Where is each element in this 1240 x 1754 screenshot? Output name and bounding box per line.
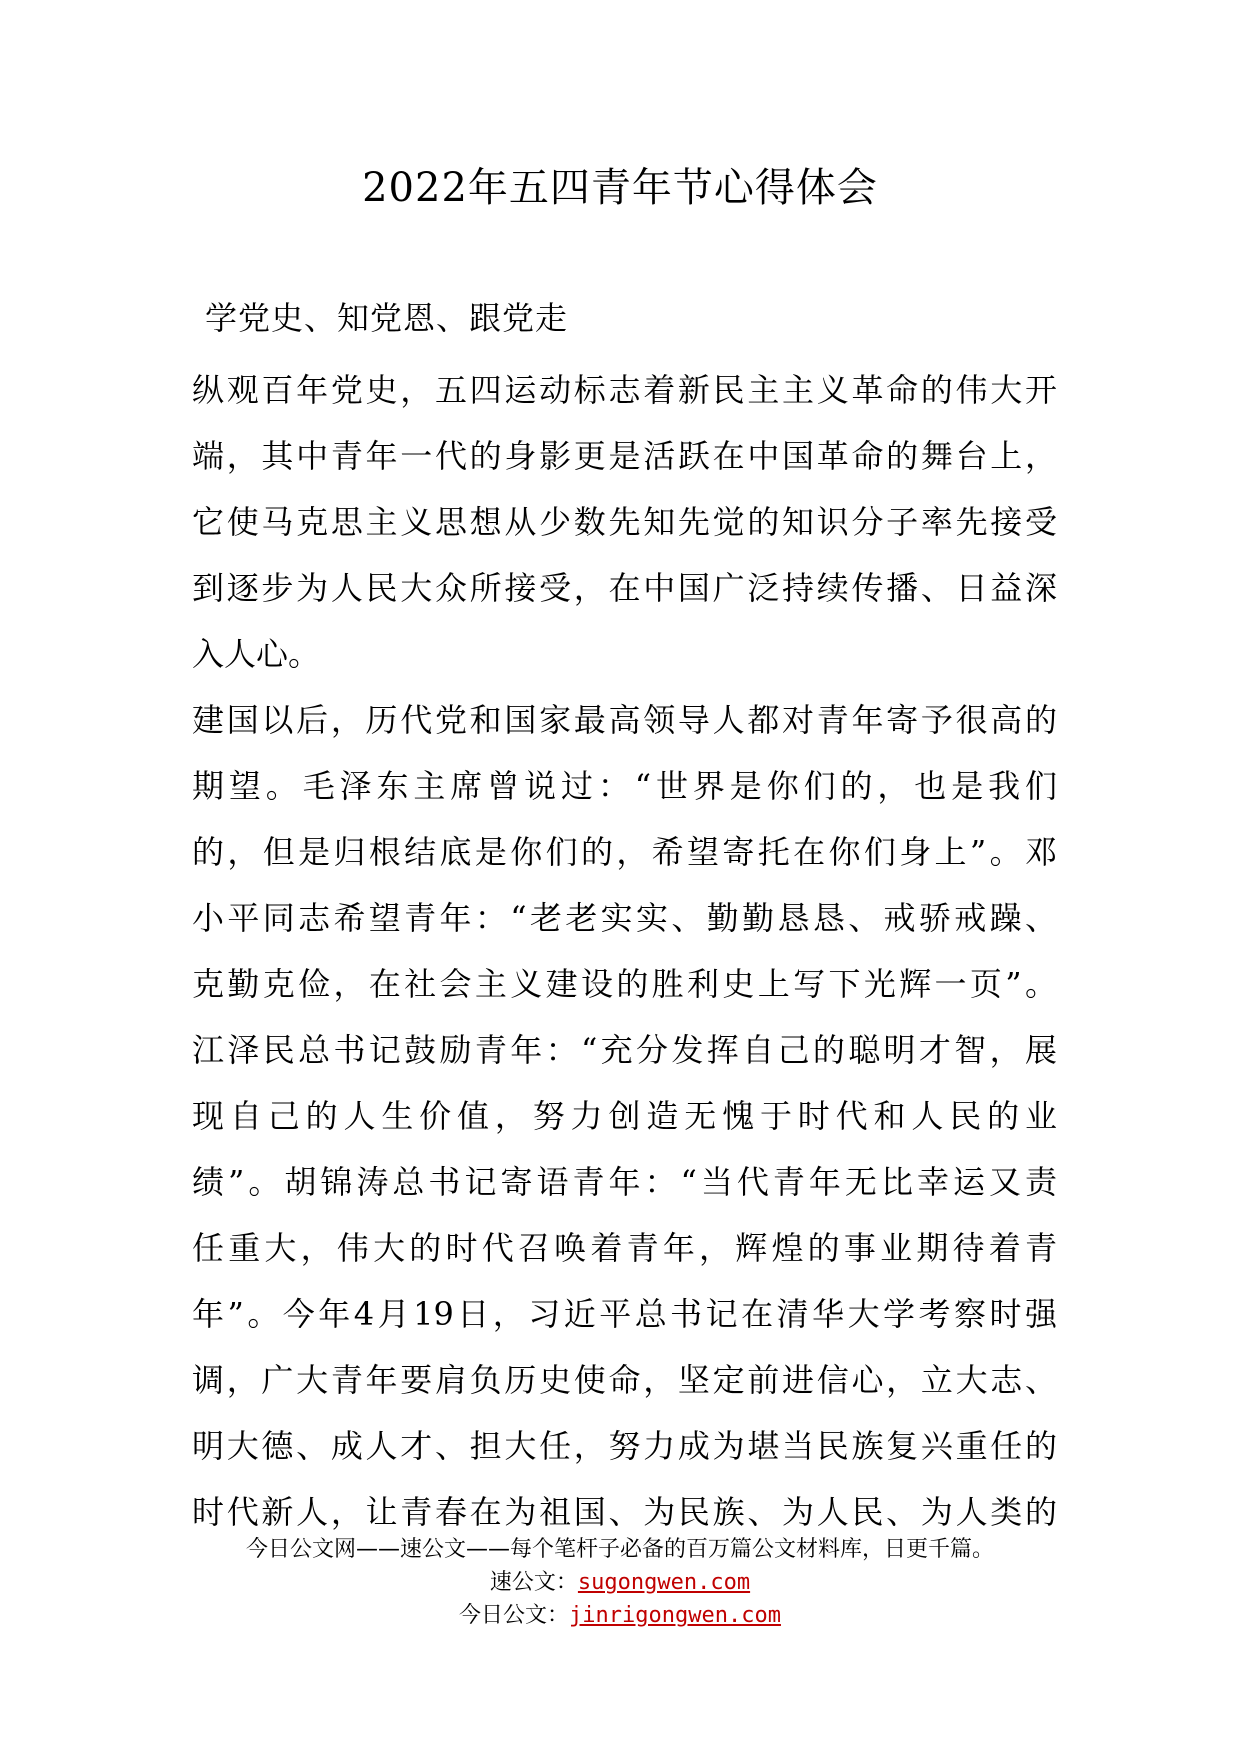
document-subtitle: 学党史、知党恩、跟党走 — [205, 299, 569, 337]
body-line: 任重大，伟大的时代召唤着青年，辉煌的事业期待着青 — [192, 1229, 1057, 1267]
footer-link-row-2 — [0, 1599, 1240, 1632]
page-footer — [0, 1533, 1240, 1632]
body-line: 纵观百年党史，五四运动标志着新民主主义革命的伟大开 — [192, 371, 1057, 409]
body-line: 的，但是归根结底是你们的，希望寄托在你们身上”。邓 — [192, 833, 1057, 871]
body-line: 建国以后，历代党和国家最高领导人都对青年寄予很高的 — [192, 701, 1057, 739]
body-line: 小平同志希望青年：“老老实实、勤勤恳恳、戒骄戒躁、 — [192, 899, 1057, 937]
body-line: 年”。今年4月19日，习近平总书记在清华大学考察时强 — [192, 1295, 1057, 1333]
document-title: 2022年五四青年节心得体会 — [362, 165, 878, 211]
footer-link-row-1 — [0, 1566, 1240, 1599]
body-line: 调，广大青年要肩负历史使命，坚定前进信心，立大志、 — [192, 1361, 1057, 1399]
sugongwen-link[interactable]: sugongwen.com — [577, 1570, 751, 1595]
footer-link-2-label: 今日公文： — [459, 1603, 570, 1628]
body-line: 明大德、成人才、担大任，努力成为堪当民族复兴重任的 — [192, 1427, 1057, 1465]
footer-link-1-label: 速公文： — [489, 1570, 578, 1595]
document-body — [192, 357, 1057, 1545]
body-line: 时代新人，让青春在为祖国、为民族、为人民、为人类的 — [192, 1493, 1057, 1531]
body-line: 它使马克思主义思想从少数先知先觉的知识分子率先接受 — [192, 503, 1057, 541]
jinrigongwen-link[interactable]: jinrigongwen.com — [569, 1603, 781, 1628]
footer-tagline: 今日公文网——速公文——每个笔杆子必备的百万篇公文材料库，日更千篇。 — [245, 1537, 994, 1562]
body-line: 现自己的人生价值，努力创造无愧于时代和人民的业 — [192, 1097, 1057, 1135]
body-line: 期望。毛泽东主席曾说过：“世界是你们的，也是我们 — [192, 767, 1057, 805]
body-line: 绩”。胡锦涛总书记寄语青年：“当代青年无比幸运又责 — [192, 1163, 1057, 1201]
body-line: 到逐步为人民大众所接受，在中国广泛持续传播、日益深 — [192, 569, 1057, 607]
body-line: 江泽民总书记鼓励青年：“充分发挥自己的聪明才智，展 — [192, 1031, 1057, 1069]
body-line: 克勤克俭，在社会主义建设的胜利史上写下光辉一页”。 — [192, 965, 1057, 1003]
body-line: 端，其中青年一代的身影更是活跃在中国革命的舞台上， — [192, 437, 1057, 475]
body-line: 入人心。 — [192, 635, 321, 673]
